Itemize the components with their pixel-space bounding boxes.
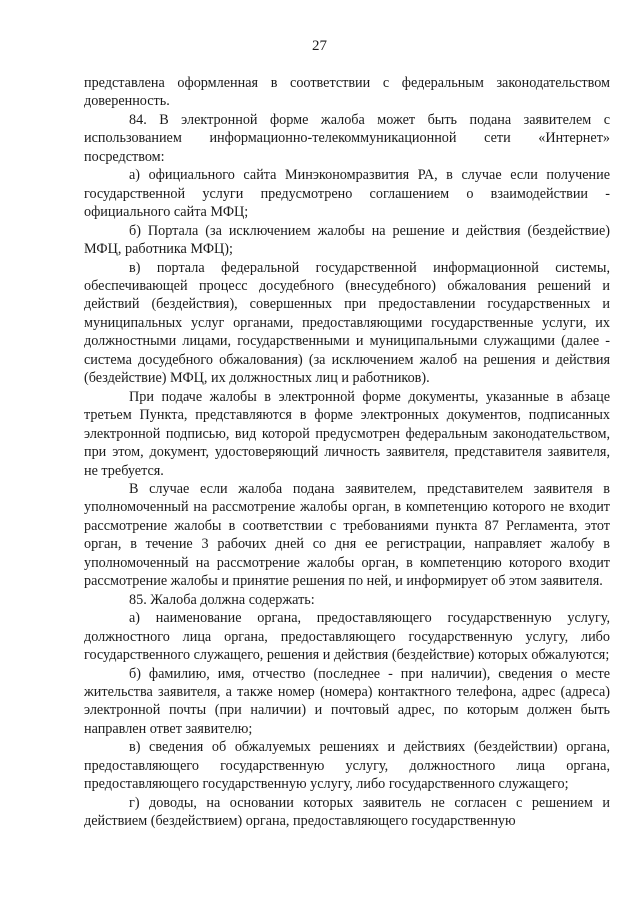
paragraph-85: 85. Жалоба должна содержать: bbox=[129, 591, 315, 608]
paragraph-electronic-documents: При подаче жалобы в электронной форме документы, указанные в абзаце третьем Пункта, представляются в форме электронных документов, подписанных электронной подписью, вид которой предусмотрен федеральным законодательством, при этом, документ, удостоверяющий личность заявителя, представителя заявителя, не требуется. bbox=[84, 388, 610, 479]
paragraph-continuation: представлена оформленная в соответствии с федеральным законодательством доверенность. bbox=[84, 75, 610, 110]
paragraph-84: 84. В электронной форме жалоба может быть подана заявителем с использованием информационно-телекоммуникационной сети «Интернет» посредством: bbox=[84, 111, 610, 165]
paragraph-85-item-b: б) фамилию, имя, отчество (последнее - при наличии), сведения о месте жительства заявителя, а также номер (номера) контактного телефона, адрес (адреса) электронной почты (при наличии) и почтовый адрес, по которым должен быть направлен ответ заявителю; bbox=[84, 665, 610, 737]
paragraph-85-item-a: а) наименование органа, предоставляющего государственную услугу, должностного лица органа, предоставляющего государственную услугу, либо государственного служащего, решения и действия (бездействие) которых обжалуются; bbox=[84, 610, 610, 664]
page-number: 27 bbox=[312, 38, 327, 54]
paragraph-85-item-v: в) сведения об обжалуемых решениях и действиях (бездействии) органа, предоставляющего государственную услугу, должностного лица органа, предоставляющего государственную услугу, либо государственного служащего; bbox=[84, 739, 610, 793]
document-body bbox=[84, 74, 610, 831]
paragraph-84-item-a: а) официального сайта Минэкономразвития РА, в случае если получение государственной услуги предусмотрено соглашением о взаимодействии - официального сайта МФЦ; bbox=[84, 167, 610, 221]
paragraph-84-item-v: в) портала федеральной государственной информационной системы, обеспечивающей процесс досудебного (внесудебного) обжалования решений и действий (бездействия), совершенных при предоставлении государственных и муниципальных услуг органами, предоставляющими государственные услуги, их должностными лицами, государственными и муниципальными служащими (далее - система досудебного обжалования) (за исключением жалоб на решения и действия (бездействие) МФЦ, их должностных лиц и работников). bbox=[84, 259, 610, 387]
paragraph-84-item-b: б) Портала (за исключением жалобы на решение и действия (бездействие) МФЦ, работника МФЦ); bbox=[84, 222, 610, 258]
paragraph-forwarding: В случае если жалоба подана заявителем, представителем заявителя в уполномоченный на рассмотрение жалобы орган, в компетенцию которого не входит рассмотрение жалобы в соответствии с требованиями пункта 87 Регламента, этот орган, в течение 3 рабочих дней со дня ее регистрации, направляет жалобу в уполномоченный на рассмотрение жалобы орган, в компетенцию которого входит рассмотрение жалобы и принятие решения по ней, и информирует об этом заявителя. bbox=[84, 480, 610, 590]
paragraph-85-item-g: г) доводы, на основании которых заявитель не согласен с решением и действием (бездействием) органа, предоставляющего государственную bbox=[84, 794, 610, 830]
